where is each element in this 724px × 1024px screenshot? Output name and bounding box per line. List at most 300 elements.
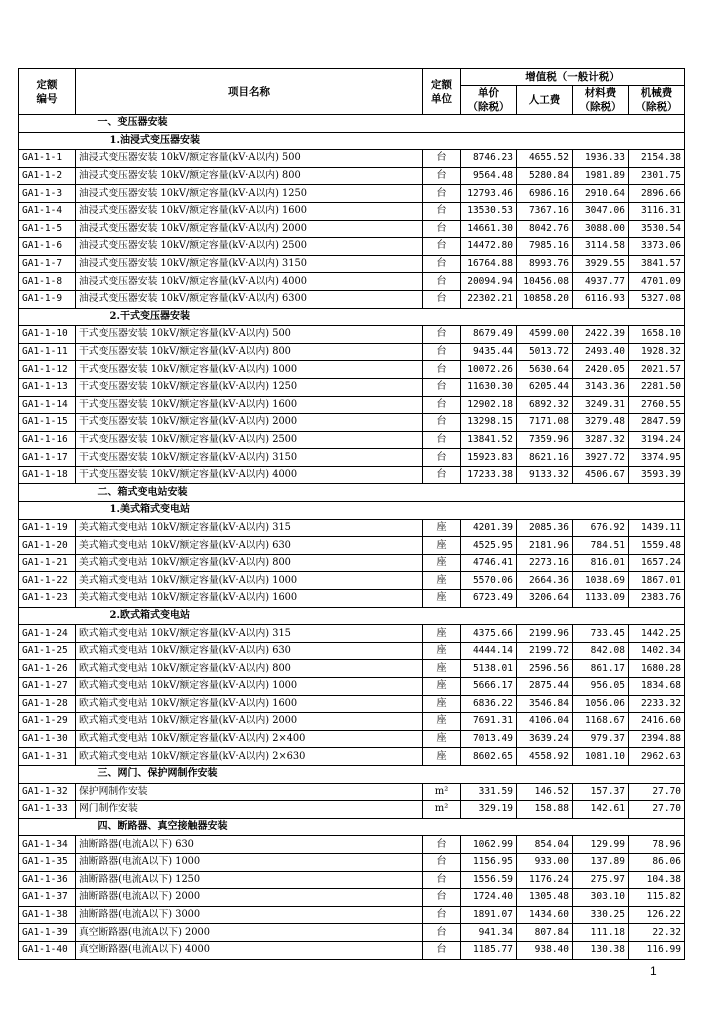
table-row <box>19 713 685 731</box>
cell-price: 12902.18 <box>461 396 517 414</box>
cell-name: 油浸式变压器安装 10kV/额定容量(kV·A以内) 2000 <box>76 220 423 238</box>
cell-machine: 1442.25 <box>629 625 685 643</box>
cell-material: 130.38 <box>573 941 629 959</box>
cell-material: 676.92 <box>573 519 629 537</box>
table-row <box>19 466 685 484</box>
cell-material: 330.25 <box>573 906 629 924</box>
cell-labor: 1305.48 <box>517 889 573 907</box>
cell-labor: 5630.64 <box>517 361 573 379</box>
cell-machine: 2394.88 <box>629 730 685 748</box>
table-row <box>19 396 685 414</box>
cell-labor: 2596.56 <box>517 660 573 678</box>
cell-code: GA1-1-6 <box>19 238 76 256</box>
table-row <box>19 572 685 590</box>
cell-price: 5666.17 <box>461 678 517 696</box>
cell-material: 129.99 <box>573 836 629 854</box>
table-row <box>19 167 685 185</box>
cell-labor: 1434.60 <box>517 906 573 924</box>
cell-material: 979.37 <box>573 730 629 748</box>
cell-labor: 7367.16 <box>517 202 573 220</box>
cell-price: 12793.46 <box>461 185 517 203</box>
cell-name: 欧式箱式变电站 10kV/额定容量(kV·A以内) 2000 <box>76 713 423 731</box>
section-blank-cell <box>19 132 76 150</box>
table-row <box>19 836 685 854</box>
cell-name: 美式箱式变电站 10kV/额定容量(kV·A以内) 1600 <box>76 590 423 608</box>
cell-name: 油浸式变压器安装 10kV/额定容量(kV·A以内) 4000 <box>76 273 423 291</box>
section-row <box>19 765 685 783</box>
cell-unit: 台 <box>423 836 461 854</box>
cell-labor: 2199.72 <box>517 642 573 660</box>
cell-labor: 2199.96 <box>517 625 573 643</box>
cell-material: 2493.40 <box>573 343 629 361</box>
subsection-title: 2.欧式箱式变电站 <box>76 607 685 625</box>
cell-material: 3927.72 <box>573 449 629 467</box>
cell-price: 4375.66 <box>461 625 517 643</box>
cell-price: 6836.22 <box>461 695 517 713</box>
cell-name: 油断路器(电流A以下) 3000 <box>76 906 423 924</box>
cell-unit: 座 <box>423 519 461 537</box>
cell-machine: 86.06 <box>629 853 685 871</box>
cell-unit: 台 <box>423 431 461 449</box>
cell-code: GA1-1-34 <box>19 836 76 854</box>
cell-code: GA1-1-15 <box>19 414 76 432</box>
cell-price: 6723.49 <box>461 590 517 608</box>
cell-labor: 8042.76 <box>517 220 573 238</box>
section-title: 三、网门、保护网制作安装 <box>76 765 685 783</box>
cell-price: 1556.59 <box>461 871 517 889</box>
table-row <box>19 625 685 643</box>
cell-name: 干式变压器安装 10kV/额定容量(kV·A以内) 1000 <box>76 361 423 379</box>
cell-price: 8679.49 <box>461 326 517 344</box>
cell-name: 美式箱式变电站 10kV/额定容量(kV·A以内) 630 <box>76 537 423 555</box>
table-row <box>19 783 685 801</box>
cell-unit: 座 <box>423 554 461 572</box>
cell-price: 8602.65 <box>461 748 517 766</box>
table-row <box>19 431 685 449</box>
cell-machine: 1658.10 <box>629 326 685 344</box>
cell-machine: 3194.24 <box>629 431 685 449</box>
cell-material: 3088.00 <box>573 220 629 238</box>
section-title: 四、断路器、真空接触器安装 <box>76 818 685 836</box>
section-blank-cell <box>19 818 76 836</box>
cell-name: 油浸式变压器安装 10kV/额定容量(kV·A以内) 1600 <box>76 202 423 220</box>
cell-price: 329.19 <box>461 801 517 819</box>
cell-labor: 7985.16 <box>517 238 573 256</box>
cell-price: 10072.26 <box>461 361 517 379</box>
cell-price: 13841.52 <box>461 431 517 449</box>
subsection-title: 2.干式变压器安装 <box>76 308 685 326</box>
cell-unit: 台 <box>423 361 461 379</box>
cell-name: 干式变压器安装 10kV/额定容量(kV·A以内) 500 <box>76 326 423 344</box>
cell-unit: 座 <box>423 537 461 555</box>
cell-code: GA1-1-35 <box>19 853 76 871</box>
cell-machine: 2896.66 <box>629 185 685 203</box>
cell-material: 816.01 <box>573 554 629 572</box>
cell-price: 16764.88 <box>461 255 517 273</box>
cell-code: GA1-1-28 <box>19 695 76 713</box>
cell-unit: 台 <box>423 941 461 959</box>
cell-material: 1038.69 <box>573 572 629 590</box>
cell-price: 5570.06 <box>461 572 517 590</box>
cell-material: 1081.10 <box>573 748 629 766</box>
cell-code: GA1-1-3 <box>19 185 76 203</box>
cell-machine: 1834.68 <box>629 678 685 696</box>
cell-code: GA1-1-17 <box>19 449 76 467</box>
cell-machine: 22.32 <box>629 924 685 942</box>
cell-price: 7013.49 <box>461 730 517 748</box>
cell-material: 275.97 <box>573 871 629 889</box>
table-row <box>19 853 685 871</box>
cell-code: GA1-1-29 <box>19 713 76 731</box>
cell-price: 9564.48 <box>461 167 517 185</box>
cell-material: 1133.09 <box>573 590 629 608</box>
cell-material: 2422.39 <box>573 326 629 344</box>
cell-code: GA1-1-12 <box>19 361 76 379</box>
table-row <box>19 238 685 256</box>
cell-price: 5138.01 <box>461 660 517 678</box>
cell-machine: 2962.63 <box>629 748 685 766</box>
cell-material: 303.10 <box>573 889 629 907</box>
cell-machine: 2154.38 <box>629 150 685 168</box>
cell-machine: 1439.11 <box>629 519 685 537</box>
cell-unit: 座 <box>423 642 461 660</box>
cell-unit: 台 <box>423 273 461 291</box>
section-blank-cell <box>19 308 76 326</box>
cell-price: 1062.99 <box>461 836 517 854</box>
cell-price: 13530.53 <box>461 202 517 220</box>
page-number: 1 <box>650 964 657 978</box>
table-row <box>19 378 685 396</box>
cell-machine: 78.96 <box>629 836 685 854</box>
cell-name: 欧式箱式变电站 10kV/额定容量(kV·A以内) 2×400 <box>76 730 423 748</box>
cell-unit: 台 <box>423 871 461 889</box>
cell-labor: 6205.44 <box>517 378 573 396</box>
section-row <box>19 115 685 133</box>
cell-unit: 台 <box>423 889 461 907</box>
cell-price: 4444.14 <box>461 642 517 660</box>
cell-name: 美式箱式变电站 10kV/额定容量(kV·A以内) 800 <box>76 554 423 572</box>
table-row <box>19 889 685 907</box>
cell-name: 欧式箱式变电站 10kV/额定容量(kV·A以内) 630 <box>76 642 423 660</box>
section-blank-cell <box>19 115 76 133</box>
cell-labor: 5013.72 <box>517 343 573 361</box>
cell-code: GA1-1-10 <box>19 326 76 344</box>
table-row <box>19 924 685 942</box>
cell-labor: 4599.00 <box>517 326 573 344</box>
table-row <box>19 642 685 660</box>
section-row <box>19 818 685 836</box>
table-row <box>19 695 685 713</box>
table-row <box>19 941 685 959</box>
cell-name: 油浸式变压器安装 10kV/额定容量(kV·A以内) 6300 <box>76 290 423 308</box>
cell-name: 油断路器(电流A以下) 1250 <box>76 871 423 889</box>
table-row <box>19 554 685 572</box>
cell-unit: 台 <box>423 202 461 220</box>
cell-machine: 3530.54 <box>629 220 685 238</box>
cell-code: GA1-1-9 <box>19 290 76 308</box>
cell-labor: 8621.16 <box>517 449 573 467</box>
cell-code: GA1-1-7 <box>19 255 76 273</box>
cell-name: 干式变压器安装 10kV/额定容量(kV·A以内) 2000 <box>76 414 423 432</box>
cell-material: 137.89 <box>573 853 629 871</box>
cell-price: 17233.38 <box>461 466 517 484</box>
cell-machine: 126.22 <box>629 906 685 924</box>
cell-name: 干式变压器安装 10kV/额定容量(kV·A以内) 2500 <box>76 431 423 449</box>
subsection-row <box>19 607 685 625</box>
cell-name: 欧式箱式变电站 10kV/额定容量(kV·A以内) 315 <box>76 625 423 643</box>
cell-price: 4746.41 <box>461 554 517 572</box>
cell-name: 干式变压器安装 10kV/额定容量(kV·A以内) 1600 <box>76 396 423 414</box>
cell-machine: 3373.06 <box>629 238 685 256</box>
cell-code: GA1-1-36 <box>19 871 76 889</box>
table-row <box>19 906 685 924</box>
cell-material: 733.45 <box>573 625 629 643</box>
section-row <box>19 484 685 502</box>
cell-machine: 115.82 <box>629 889 685 907</box>
subsection-row <box>19 308 685 326</box>
cell-machine: 2281.50 <box>629 378 685 396</box>
cell-material: 1981.89 <box>573 167 629 185</box>
cell-unit: 台 <box>423 290 461 308</box>
cell-material: 1936.33 <box>573 150 629 168</box>
cell-machine: 1402.34 <box>629 642 685 660</box>
cell-material: 3114.58 <box>573 238 629 256</box>
cell-name: 美式箱式变电站 10kV/额定容量(kV·A以内) 1000 <box>76 572 423 590</box>
cell-labor: 7359.96 <box>517 431 573 449</box>
cell-labor: 938.40 <box>517 941 573 959</box>
cell-name: 美式箱式变电站 10kV/额定容量(kV·A以内) 315 <box>76 519 423 537</box>
cell-code: GA1-1-30 <box>19 730 76 748</box>
cell-unit: 台 <box>423 414 461 432</box>
cell-unit: 台 <box>423 466 461 484</box>
cell-material: 4506.67 <box>573 466 629 484</box>
table-row <box>19 185 685 203</box>
cell-price: 22302.21 <box>461 290 517 308</box>
cell-machine: 5327.08 <box>629 290 685 308</box>
table-row <box>19 871 685 889</box>
cell-material: 3287.32 <box>573 431 629 449</box>
cell-code: GA1-1-23 <box>19 590 76 608</box>
cell-code: GA1-1-14 <box>19 396 76 414</box>
cell-machine: 2301.75 <box>629 167 685 185</box>
cell-unit: 台 <box>423 150 461 168</box>
cell-code: GA1-1-4 <box>19 202 76 220</box>
cell-machine: 2416.60 <box>629 713 685 731</box>
cell-price: 7691.31 <box>461 713 517 731</box>
cell-labor: 1176.24 <box>517 871 573 889</box>
cell-name: 网门制作安装 <box>76 801 423 819</box>
cell-code: GA1-1-24 <box>19 625 76 643</box>
cell-name: 油浸式变压器安装 10kV/额定容量(kV·A以内) 500 <box>76 150 423 168</box>
cell-unit: 座 <box>423 748 461 766</box>
cell-name: 保护网制作安装 <box>76 783 423 801</box>
section-title: 一、变压器安装 <box>76 115 685 133</box>
section-blank-cell <box>19 765 76 783</box>
cell-name: 真空断路器(电流A以下) 4000 <box>76 941 423 959</box>
cell-machine: 1928.32 <box>629 343 685 361</box>
section-title: 二、箱式变电站安装 <box>76 484 685 502</box>
cell-name: 油断路器(电流A以下) 2000 <box>76 889 423 907</box>
subsection-row <box>19 132 685 150</box>
cell-price: 9435.44 <box>461 343 517 361</box>
cell-machine: 1559.48 <box>629 537 685 555</box>
cell-unit: 座 <box>423 730 461 748</box>
cell-code: GA1-1-37 <box>19 889 76 907</box>
cell-name: 欧式箱式变电站 10kV/额定容量(kV·A以内) 1600 <box>76 695 423 713</box>
cell-price: 1891.07 <box>461 906 517 924</box>
table-row <box>19 150 685 168</box>
cell-material: 142.61 <box>573 801 629 819</box>
cell-material: 956.05 <box>573 678 629 696</box>
cell-labor: 146.52 <box>517 783 573 801</box>
cell-price: 13298.15 <box>461 414 517 432</box>
cell-labor: 3639.24 <box>517 730 573 748</box>
cell-labor: 3546.84 <box>517 695 573 713</box>
cell-unit: 台 <box>423 396 461 414</box>
cell-unit: 台 <box>423 326 461 344</box>
cell-price: 1724.40 <box>461 889 517 907</box>
cell-price: 1156.95 <box>461 853 517 871</box>
cell-code: GA1-1-27 <box>19 678 76 696</box>
cell-price: 1185.77 <box>461 941 517 959</box>
cell-material: 157.37 <box>573 783 629 801</box>
cell-unit: m² <box>423 801 461 819</box>
cell-price: 4525.95 <box>461 537 517 555</box>
cell-unit: 座 <box>423 625 461 643</box>
cell-labor: 8993.76 <box>517 255 573 273</box>
cell-name: 干式变压器安装 10kV/额定容量(kV·A以内) 3150 <box>76 449 423 467</box>
cell-material: 6116.93 <box>573 290 629 308</box>
table-row <box>19 801 685 819</box>
table-row <box>19 537 685 555</box>
cell-labor: 10456.08 <box>517 273 573 291</box>
cell-machine: 2233.32 <box>629 695 685 713</box>
table-row <box>19 414 685 432</box>
cell-material: 1168.67 <box>573 713 629 731</box>
header-name: 项目名称 <box>76 69 423 115</box>
cell-price: 20094.94 <box>461 273 517 291</box>
cell-price: 4201.39 <box>461 519 517 537</box>
cell-unit: 台 <box>423 853 461 871</box>
cell-labor: 2273.16 <box>517 554 573 572</box>
header-machine: 机械费 （除税） <box>629 86 685 115</box>
cell-name: 干式变压器安装 10kV/额定容量(kV·A以内) 4000 <box>76 466 423 484</box>
cell-price: 331.59 <box>461 783 517 801</box>
cell-labor: 9133.32 <box>517 466 573 484</box>
cell-machine: 2021.57 <box>629 361 685 379</box>
cell-machine: 104.38 <box>629 871 685 889</box>
cell-machine: 116.99 <box>629 941 685 959</box>
table-row <box>19 449 685 467</box>
table-row <box>19 678 685 696</box>
cell-code: GA1-1-16 <box>19 431 76 449</box>
cell-material: 784.51 <box>573 537 629 555</box>
table-row <box>19 220 685 238</box>
cell-machine: 3593.39 <box>629 466 685 484</box>
header-unit: 定额 单位 <box>423 69 461 115</box>
cell-code: GA1-1-39 <box>19 924 76 942</box>
cell-name: 欧式箱式变电站 10kV/额定容量(kV·A以内) 800 <box>76 660 423 678</box>
cell-unit: 台 <box>423 220 461 238</box>
quota-table <box>18 68 685 960</box>
cell-code: GA1-1-31 <box>19 748 76 766</box>
cell-machine: 2760.55 <box>629 396 685 414</box>
cell-code: GA1-1-40 <box>19 941 76 959</box>
table-row <box>19 273 685 291</box>
table-row <box>19 343 685 361</box>
cell-labor: 6892.32 <box>517 396 573 414</box>
cell-material: 2910.64 <box>573 185 629 203</box>
cell-code: GA1-1-26 <box>19 660 76 678</box>
subsection-title: 1.美式箱式变电站 <box>76 502 685 520</box>
table-row <box>19 730 685 748</box>
cell-machine: 2383.76 <box>629 590 685 608</box>
cell-price: 11630.30 <box>461 378 517 396</box>
table-row <box>19 202 685 220</box>
cell-labor: 2875.44 <box>517 678 573 696</box>
cell-name: 油断路器(电流A以下) 630 <box>76 836 423 854</box>
cell-material: 3047.06 <box>573 202 629 220</box>
cell-material: 4937.77 <box>573 273 629 291</box>
cell-labor: 158.88 <box>517 801 573 819</box>
cell-labor: 6986.16 <box>517 185 573 203</box>
cell-material: 1056.06 <box>573 695 629 713</box>
cell-name: 真空断路器(电流A以下) 2000 <box>76 924 423 942</box>
section-blank-cell <box>19 502 76 520</box>
header-material: 材料费 （除税） <box>573 86 629 115</box>
cell-labor: 3206.64 <box>517 590 573 608</box>
cell-name: 干式变压器安装 10kV/额定容量(kV·A以内) 800 <box>76 343 423 361</box>
cell-machine: 4701.09 <box>629 273 685 291</box>
cell-labor: 4655.52 <box>517 150 573 168</box>
cell-code: GA1-1-1 <box>19 150 76 168</box>
cell-unit: 台 <box>423 167 461 185</box>
cell-code: GA1-1-5 <box>19 220 76 238</box>
cell-unit: 台 <box>423 378 461 396</box>
cell-unit: 台 <box>423 449 461 467</box>
cell-labor: 5280.84 <box>517 167 573 185</box>
cell-code: GA1-1-22 <box>19 572 76 590</box>
cell-unit: 台 <box>423 924 461 942</box>
cell-machine: 3116.31 <box>629 202 685 220</box>
subsection-row <box>19 502 685 520</box>
table-body <box>19 115 685 960</box>
cell-machine: 3374.95 <box>629 449 685 467</box>
cell-labor: 854.04 <box>517 836 573 854</box>
table-row <box>19 519 685 537</box>
cell-code: GA1-1-8 <box>19 273 76 291</box>
cell-price: 14472.80 <box>461 238 517 256</box>
table-row <box>19 660 685 678</box>
cell-code: GA1-1-13 <box>19 378 76 396</box>
cell-code: GA1-1-11 <box>19 343 76 361</box>
table-row <box>19 326 685 344</box>
cell-name: 欧式箱式变电站 10kV/额定容量(kV·A以内) 2×630 <box>76 748 423 766</box>
cell-unit: 座 <box>423 713 461 731</box>
cell-code: GA1-1-19 <box>19 519 76 537</box>
table-row <box>19 361 685 379</box>
cell-unit: 座 <box>423 590 461 608</box>
cell-unit: 座 <box>423 660 461 678</box>
cell-labor: 933.00 <box>517 853 573 871</box>
cell-unit: 台 <box>423 255 461 273</box>
cell-name: 欧式箱式变电站 10kV/额定容量(kV·A以内) 1000 <box>76 678 423 696</box>
cell-labor: 807.84 <box>517 924 573 942</box>
section-blank-cell <box>19 607 76 625</box>
cell-material: 111.18 <box>573 924 629 942</box>
cell-unit: 台 <box>423 238 461 256</box>
cell-machine: 1657.24 <box>629 554 685 572</box>
